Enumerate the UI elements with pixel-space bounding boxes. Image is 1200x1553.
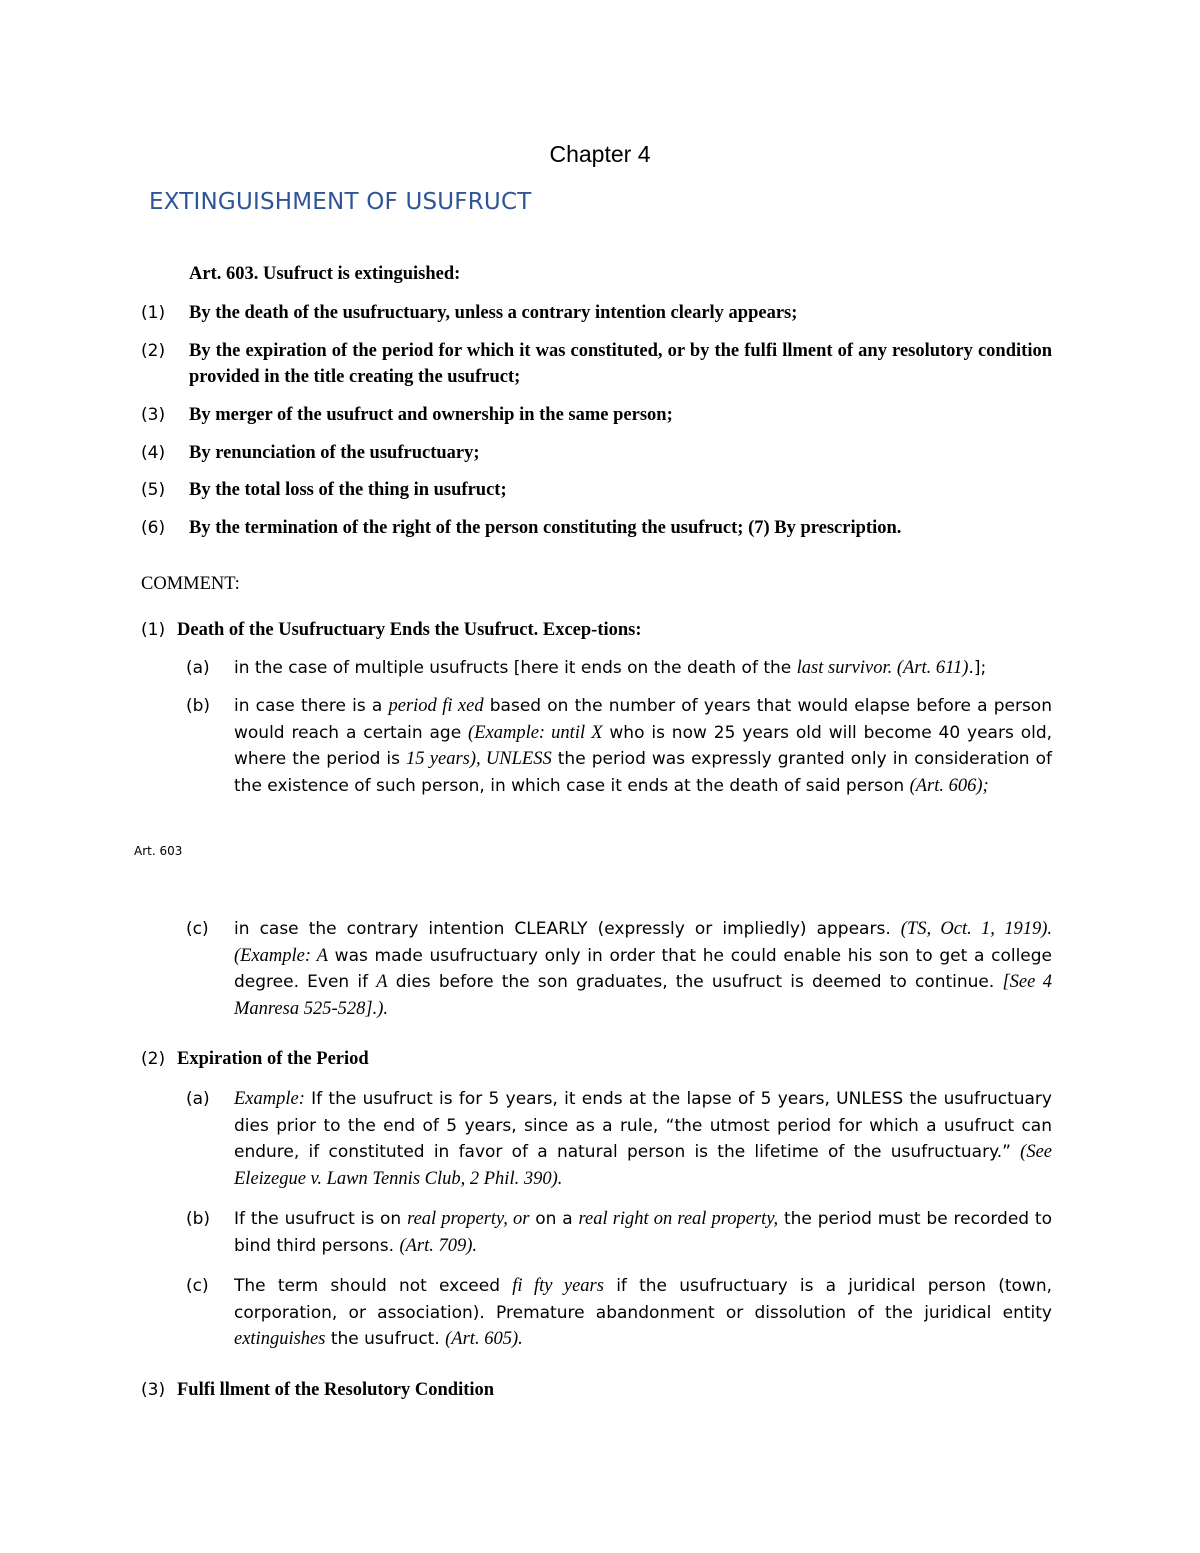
item-number: (2) [141, 341, 166, 361]
item-number: (6) [141, 518, 166, 538]
sub-item-text: The term should not exceed fi fty years if the usufructuary is a juridical person (town, corporation, or association). Premature abandonment or dissolution of the juridical entity extinguishes the usufruct. (Art. 605). [234, 1276, 1053, 1349]
article-title: Art. 603. Usufruct is extinguished: [189, 264, 461, 284]
item-text: By the expiration of the period for which it was constituted, or by the fulfi llment of any resolutory condition provided in the title creating the usufruct; [189, 341, 1052, 387]
item-number: (5) [141, 480, 166, 500]
section-number: (1) [141, 620, 166, 640]
section-title: Expiration of the Period [177, 1049, 369, 1069]
section-title: Death of the Usufructuary Ends the Usufruct. Excep-tions: [177, 620, 642, 640]
section-heading: EXTINGUISHMENT OF USUFRUCT [149, 189, 532, 215]
sub-item-letter: (b) [186, 696, 211, 716]
item-text: By renunciation of the usufructuary; [189, 443, 480, 463]
section-number: (2) [141, 1049, 166, 1069]
marginal-note: Art. 603 [134, 844, 183, 858]
section-title: Fulfi llment of the Resolutory Condition [177, 1380, 495, 1400]
chapter-title: Chapter 4 [549, 141, 651, 167]
sub-item-letter: (b) [186, 1209, 211, 1229]
item-text: By the death of the usufructuary, unless a contrary intention clearly appears; [189, 303, 798, 323]
item-text: By the total loss of the thing in usufruct; [189, 480, 507, 500]
item-text: By merger of the usufruct and ownership in the same person; [189, 405, 673, 425]
comment-label: COMMENT: [141, 574, 240, 594]
sub-item-text: If the usufruct is on real property, or on a real right on real property, the period must be recorded to bind third persons. (Art. 709). [234, 1209, 1052, 1256]
sub-item-letter: (c) [186, 1276, 209, 1296]
sub-item-letter: (a) [186, 1089, 210, 1109]
sub-item-text: Example: If the usufruct is for 5 years, it ends at the lapse of 5 years, UNLESS the usufructuary dies prior to the end of 5 years, since as a rule, “the utmost period for which a usufruct can endure, if constituted in favor of a natural person is the lifetime of the usufructuary.” (See Eleizegue v. Lawn Tennis Club, 2 Phil. 390). [234, 1089, 1052, 1189]
item-number: (4) [141, 443, 166, 463]
section-number: (3) [141, 1380, 166, 1400]
item-text: By the termination of the right of the person constituting the usufruct; (7) By prescription. [189, 518, 902, 538]
sub-item-text: in case there is a period fi xed based on the number of years that would elapse before a person would reach a certain age (Example: until X who is now 25 years old will become 40 years old, where the period is 15 years), UNLESS the period was expressly granted only in consideration of the existence of such person, in which case it ends at the death of said person (Art. 606); [234, 696, 1053, 796]
item-number: (3) [141, 405, 166, 425]
item-number: (1) [141, 303, 166, 323]
sub-item-text: in the case of multiple usufructs [here it ends on the death of the last survivor. (Art. 611).]; [234, 658, 987, 678]
sub-item-letter: (a) [186, 658, 210, 678]
sub-item-letter: (c) [186, 919, 209, 939]
sub-item-text: in case the contrary intention CLEARLY (expressly or impliedly) appears. (TS, Oct. 1, 1919). (Example: A was made usufructuary only in order that he could enable his son to get a college degree. Even if A dies before the son graduates, the usufruct is deemed to continue. [See 4 Manresa 525-528].). [234, 919, 1053, 1019]
